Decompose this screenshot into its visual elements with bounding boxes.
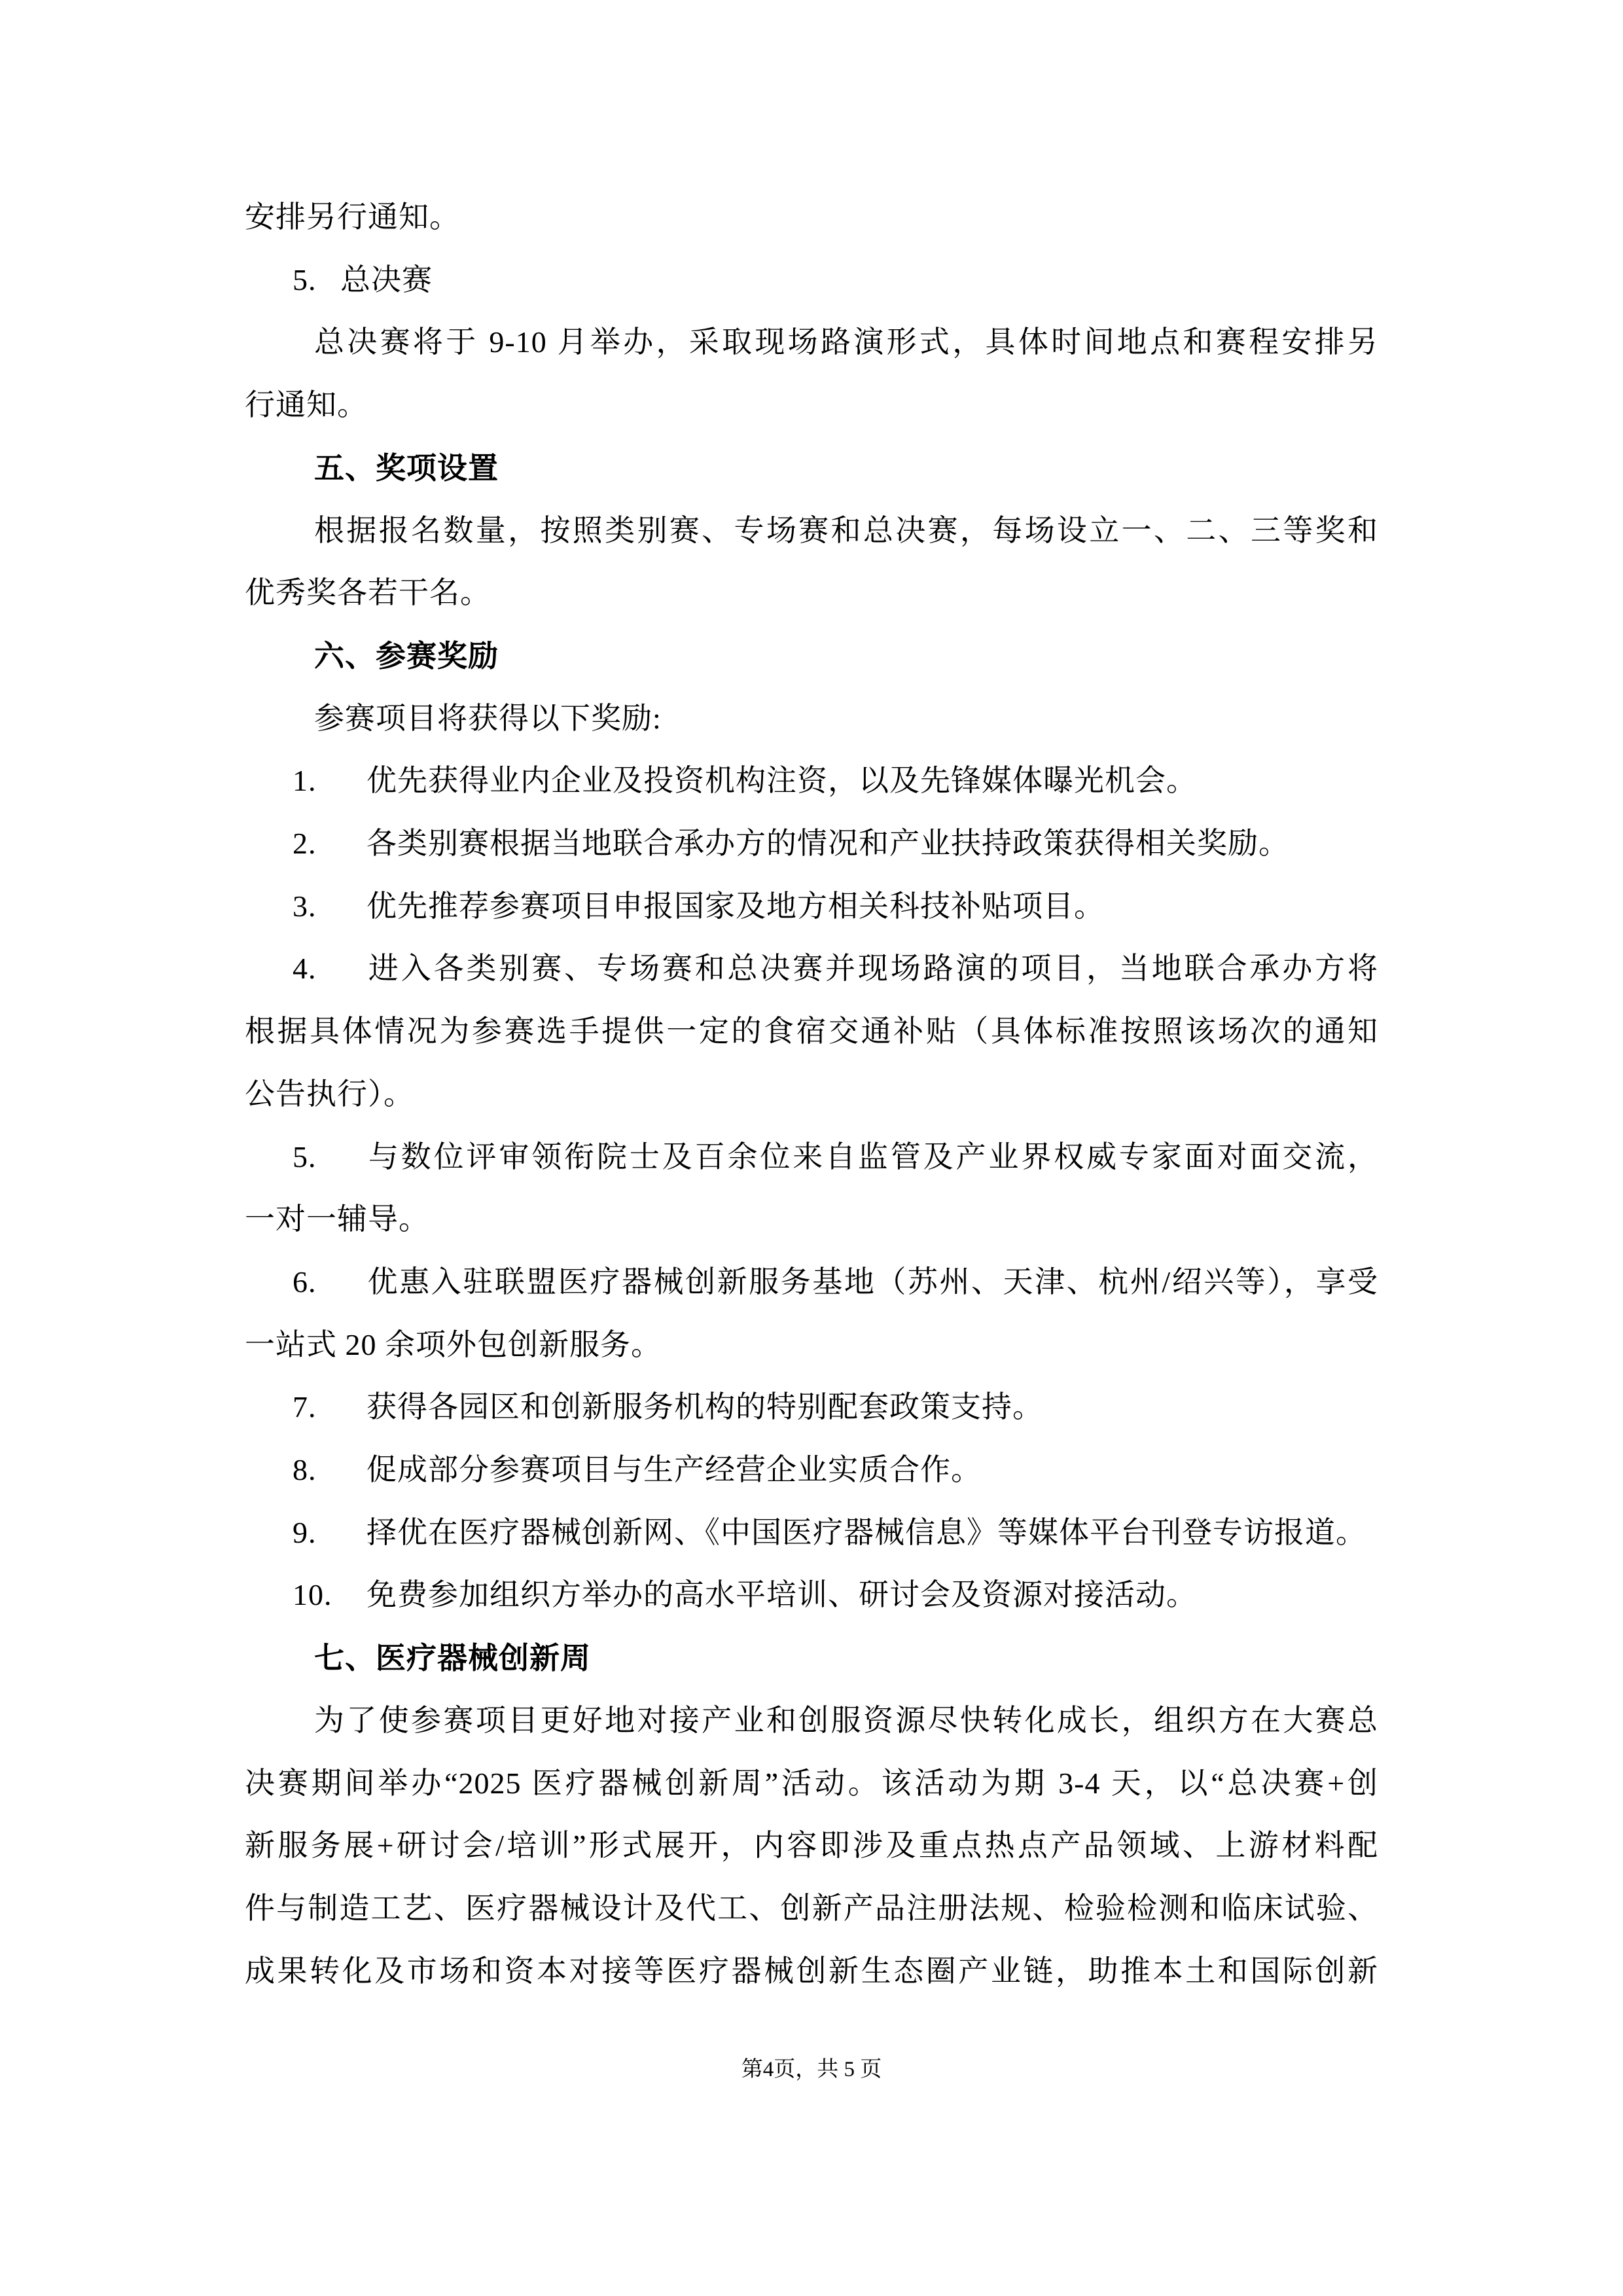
list-item	[245, 875, 1378, 938]
list-item	[245, 1376, 1378, 1439]
list-text: 总决赛	[340, 262, 433, 296]
list-number: 8.	[293, 1453, 317, 1486]
text-line: 一对一辅导。	[245, 1202, 429, 1236]
list-item	[245, 1501, 1378, 1564]
text-line: 安排另行通知。	[245, 200, 460, 234]
list-number: 1.	[293, 764, 317, 798]
list-text: 获得各园区和创新服务机构的特别配套政策支持。	[366, 1390, 1043, 1424]
text-line: 决赛期间举办“2025 医疗器械创新周”活动。该活动为期 3-4 天，以“总决赛+创	[245, 1766, 1378, 1800]
list-item	[245, 1126, 1378, 1189]
list-number: 6.	[293, 1265, 317, 1299]
text-line: 一站式 20 余项外包创新服务。	[245, 1327, 662, 1361]
list-item	[245, 1251, 1378, 1314]
list-number: 7.	[293, 1390, 317, 1424]
list-text: 优先获得业内企业及投资机构注资，以及先锋媒体曝光机会。	[366, 764, 1197, 798]
section-heading: 七、医疗器械创新周	[314, 1641, 591, 1676]
list-text: 优先推荐参赛项目申报国家及地方相关科技补贴项目。	[366, 889, 1105, 923]
list-number: 5.	[293, 1139, 317, 1174]
text-line: 根据具体情况为参赛选手提供一定的食宿交通补贴（具体标准按照该场次的通知	[245, 1014, 1378, 1049]
list-item	[245, 749, 1378, 812]
list-item	[245, 249, 1378, 312]
text-line: 成果转化及市场和资本对接等医疗器械创新生态圈产业链，助推本土和国际创新	[245, 1954, 1378, 1988]
list-number: 9.	[293, 1515, 317, 1549]
list-text: 择优在医疗器械创新网、《中国医疗器械信息》等媒体平台刊登专访报道。	[366, 1515, 1366, 1549]
list-number: 5.	[293, 262, 317, 296]
list-number: 2.	[293, 827, 317, 860]
list-text: 与数位评审领衔院士及百余位来自监管及产业界权威专家面对面交流，	[366, 1139, 1378, 1174]
list-text: 优惠入驻联盟医疗器械创新服务基地（苏州、天津、杭州/绍兴等），享受	[366, 1265, 1378, 1299]
text-line: 参赛项目将获得以下奖励:	[314, 701, 662, 735]
list-number: 4.	[293, 952, 317, 986]
text-line: 行通知。	[245, 388, 368, 422]
text-line: 根据报名数量，按照类别赛、专场赛和总决赛，每场设立一、二、三等奖和	[314, 513, 1378, 547]
list-item	[245, 1564, 1378, 1626]
section-heading: 六、参赛奖励	[314, 638, 499, 673]
text-line: 为了使参赛项目更好地对接产业和创服资源尽快转化成长，组织方在大赛总	[314, 1703, 1378, 1737]
list-item	[245, 1439, 1378, 1501]
list-text: 免费参加组织方举办的高水平培训、研讨会及资源对接活动。	[366, 1578, 1197, 1612]
list-number: 10.	[293, 1578, 332, 1612]
list-text: 促成部分参赛项目与生产经营企业实质合作。	[366, 1453, 982, 1486]
text-line: 优秀奖各若干名。	[245, 576, 491, 610]
list-text: 各类别赛根据当地联合承办方的情况和产业扶持政策获得相关奖励。	[366, 827, 1289, 860]
section-heading: 五、奖项设置	[314, 450, 499, 485]
text-line: 公告执行）。	[245, 1077, 414, 1111]
list-text: 进入各类别赛、专场赛和总决赛并现场路演的项目，当地联合承办方将	[366, 952, 1378, 986]
list-item	[245, 812, 1378, 875]
list-item	[245, 937, 1378, 1000]
text-line: 件与制造工艺、医疗器械设计及代工、创新产品注册法规、检验检测和临床试验、	[245, 1891, 1378, 1925]
text-line: 总决赛将于 9-10 月举办，采取现场路演形式，具体时间地点和赛程安排另	[314, 325, 1378, 359]
page-footer: 第4页，共 5 页	[741, 2058, 882, 2081]
text-line: 新服务展+研讨会/培训”形式展开，内容即涉及重点热点产品领域、上游材料配	[245, 1829, 1378, 1863]
list-number: 3.	[293, 889, 317, 923]
